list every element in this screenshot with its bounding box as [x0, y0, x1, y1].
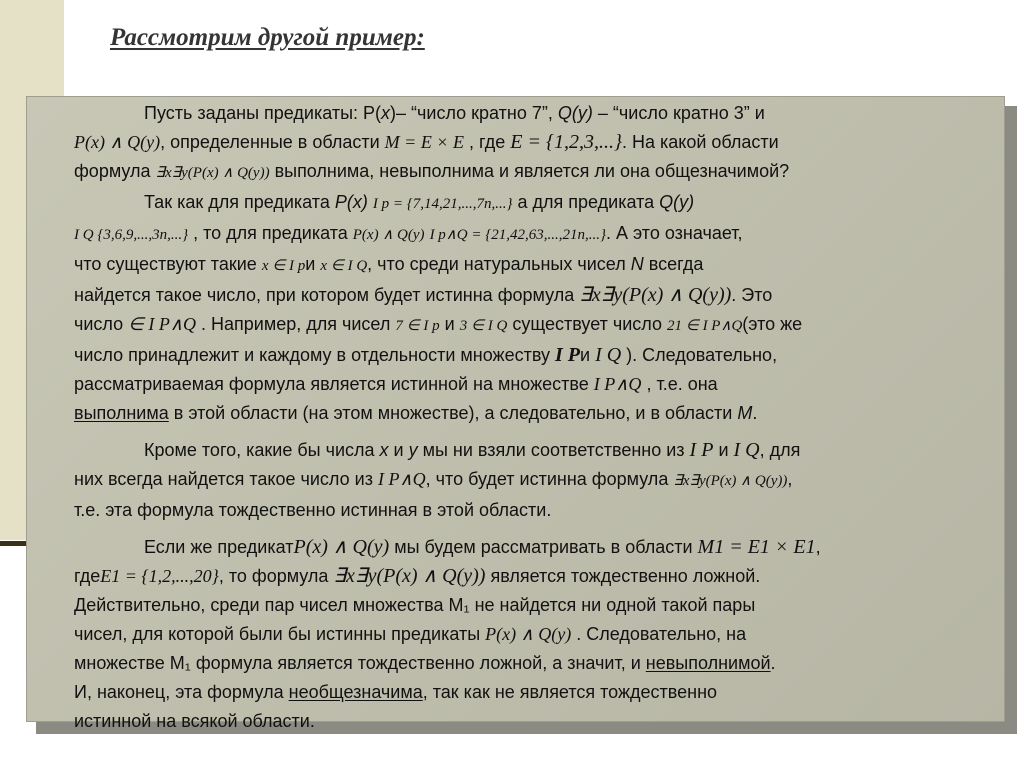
- formula-set-iq: I Q {3,6,9,...,3n,...}: [74, 227, 189, 243]
- formula-ip: I P: [555, 344, 580, 366]
- formula-21-in-ipq: 21 ∈ I P∧Q: [667, 318, 743, 334]
- formula-exists-1: ∃x∃y(P(x) ∧ Q(y)): [579, 284, 732, 306]
- formula-x-in-iq: x ∈ I Q: [320, 258, 368, 274]
- formula-x-in-ip: x ∈ I p: [261, 258, 306, 274]
- paragraph-1: Пусть заданы предикаты: P(x)– “число кратно 7”, Q(y) – “число кратно 3” и P(x) ∧ Q(y), определенные в области M = E × E , где E = {1,2,3,...}. На какой области формула ∃x∃y(P(x) ∧ Q(y)) выполнима, невыполнима и является ли она общезначимой?: [74, 103, 790, 181]
- formula-set-ipq: I p∧Q = {21,42,63,...,21n,...}: [429, 227, 606, 243]
- formula-3-in-iq: 3 ∈ I Q: [459, 318, 508, 334]
- formula-exists-small: ∃x∃y(P(x) ∧ Q(y)): [155, 165, 270, 181]
- formula-exists-3: ∃x∃y(P(x) ∧ Q(y)): [333, 565, 486, 587]
- formula-set-e1: E1 = {1,2,...,20}: [100, 566, 219, 586]
- formula-pq-4: P(x) ∧ Q(y): [485, 624, 572, 644]
- underlined-vypolnima: выполнима: [74, 403, 169, 423]
- body-text: [74, 99, 994, 736]
- formula-m1: M1 = E1 × E1: [697, 536, 816, 558]
- paragraph-3: Кроме того, какие бы числа x и y мы ни взяли соответственно из I P и I Q, для них всегда найдется такое число из I P∧Q, что будет истинна формула ∃x∃y(P(x) ∧ Q(y)), т.е. эта формула тождественно истинная в этой области.: [74, 439, 801, 520]
- formula-ipq-2: I P∧Q: [377, 469, 426, 489]
- formula-ip-2: I P: [689, 439, 714, 461]
- underlined-nevypolnimoy: невыполнимой: [645, 653, 771, 673]
- underlined-neobshcheznachima: необщезначима: [288, 682, 423, 702]
- formula-set-e: E = {1,2,3,...}: [510, 131, 622, 153]
- formula-7-in-ip: 7 ∈ I p: [395, 318, 440, 334]
- formula-exists-2: ∃x∃y(P(x) ∧ Q(y)): [673, 473, 788, 489]
- formula-iq-2: I Q: [733, 439, 760, 461]
- formula-in-ipq: ∈ I P∧Q: [128, 314, 196, 334]
- formula-pq: P(x) ∧ Q(y): [74, 132, 161, 152]
- formula-ipq: I P∧Q: [593, 374, 642, 394]
- formula-pq-3: P(x) ∧ Q(y): [293, 536, 390, 558]
- formula-iq: I Q: [595, 344, 622, 366]
- formula-pq-2: P(x) ∧ Q(y): [352, 227, 425, 243]
- formula-set-ip: I p = {7,14,21,...,7n,...}: [372, 196, 513, 212]
- slide-title: Рассмотрим другой пример:: [110, 24, 425, 51]
- paragraph-4: Если же предикатP(x) ∧ Q(y) мы будем рассматривать в области M1 = E1 × E1, гдеE1 = {1,2,...,20}, то формула ∃x∃y(P(x) ∧ Q(y)) является тождественно ложной. Действительно, среди пар чисел множества М₁ не найдется ни одной такой пары чисел, для которой были бы истинны предикаты P(x) ∧ Q(y) . Следовательно, на множестве М₁ формула является тождественно ложной, а значит, и невыполнимой. И, наконец, эта формула необщезначима, так как не является тождественно истинной на всякой области.: [74, 536, 821, 731]
- paragraph-2: Так как для предиката P(x) I p = {7,14,21,...,7n,...} а для предиката Q(y) I Q {3,6,9,...,3n,...} , то для предиката P(x) ∧ Q(y) I p∧Q = {21,42,63,...,21n,...}. А это означает, что существуют такие x ∈ I pи x ∈ I Q, что среди натуральных чисел N всегда найдется такое число, при котором будет истинна формула ∃x∃y(P(x) ∧ Q(y)). Это число ∈ I P∧Q . Например, для чисел 7 ∈ I p и 3 ∈ I Q существует число 21 ∈ I P∧Q(это же число принадлежит и каждому в отдельности множеству I Pи I Q ). Следовательно, рассматриваемая формула является истинной на множестве I P∧Q , т.е. она выполнима в этой области (на этом множестве), а следовательно, и в области M.: [74, 192, 803, 423]
- formula-domain-m: M = E × E: [384, 132, 464, 152]
